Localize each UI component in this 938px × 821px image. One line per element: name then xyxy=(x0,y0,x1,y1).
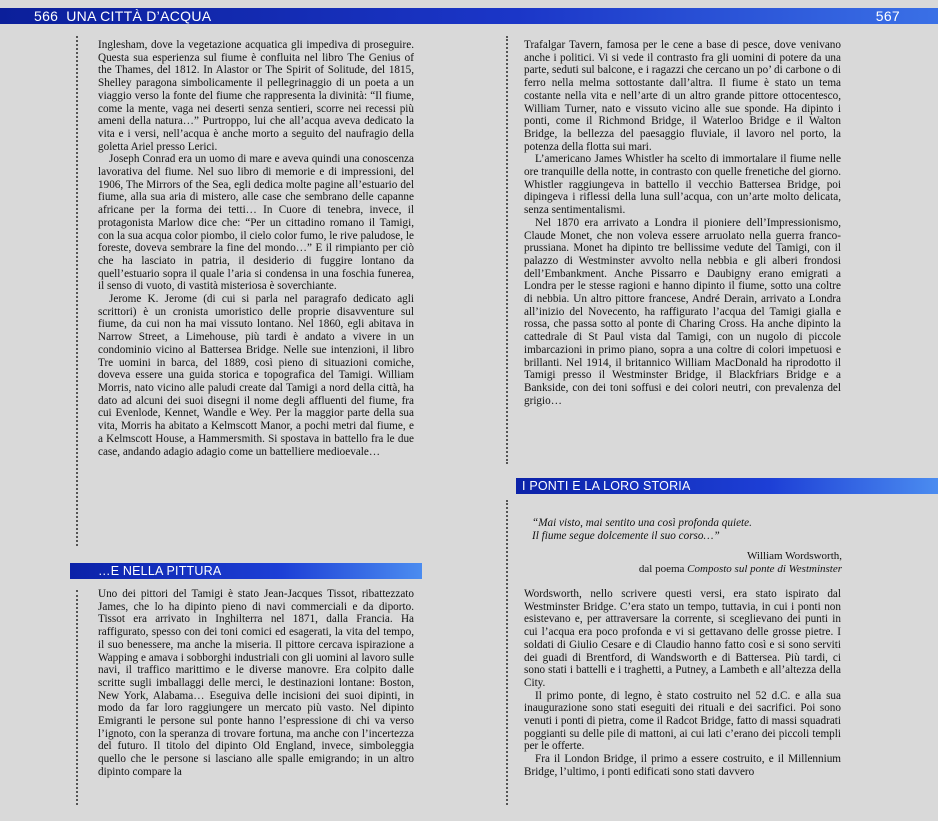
paragraph: Nel 1870 era arrivato a Londra il pioniere dell’Impressionismo, Claude Monet, che non voleva essere arruolato nella guerra franco-prussiana. Monet ha dipinto tre bellissime vedute del Tamigi, con il palazzo di Westminster avvolto nella nebbia e gli alberi frondosi dell’Embankment. Anche Pissarro e Daubigny erano emigrati a Londra per le stesse ragioni e hanno dipinto il fiume, sotto una coltre di nebbia. Un altro pittore francese, André Derain, arrivato a Londra all’inizio del Novecento, ha raffigurato l’acqua del Tamigi gialla e rossa, che passa sotto al ponte di Charing Cross. Ha anche dipinto la cattedrale di St Paul vista dal Tamigi, con un nugolo di piccole imbarcazioni in primo piano, sopra a una coltre di colori impetuosi e brillanti. Nel 1914, il britannico William MacDonald ha riprodotto il Tamigi presso il Westminster Bridge, il Blackfriars Bridge e a Bankside, con dei toni soffusi e dei colori neutri, con prevalenza del grigio… xyxy=(524,216,841,407)
left-margin-rule-top xyxy=(76,36,78,546)
chapter-title: UNA CITTÀ D’ACQUA xyxy=(66,8,212,24)
section-heading-bridges xyxy=(516,478,938,494)
paragraph: Uno dei pittori del Tamigi è stato Jean-Jacques Tissot, ribattezzato James, che lo ha dipinto pieno di navi commerciali e da diporto. Tissot era arrivato in Inghilterra nel 1871, dalla Francia. Ha raffigurato, spesso con dei toni comici ed esagerati, la vita del tempo, il suo benessere, ma anche la miseria. Il pittore cercava ispirazione a Wapping e amava i sobborghi industriali con gli uomini al lavoro sulle navi, il traffico marittimo e le diverse manovre. Era colpito dalle scritte sugli imballaggi delle merci, le destinazioni lontane: Boston, New York, Alabama… Eseguiva delle incisioni dei suoi dipinti, in modo da far loro raggiungere un mercato più vasto. Nel dipinto Emigranti le persone sul ponte hanno l’espressione di chi va verso l’ignoto, con la speranza di trovare fortuna, ma anche con l’incertezza del futuro. Il titolo del dipinto Old England, invece, simboleggia quello che le persone si lasciano alle spalle emigrando; in un altro dipinto compare la xyxy=(98,588,414,778)
paragraph: Trafalgar Tavern, famosa per le cene a base di pesce, dove venivano anche i politici. Vi si vede il contrasto fra gli uomini di potere da una parte, seduti sul balcone, e i ragazzi che cercano un po’ di carbone o di ferro nella melma sottostante dall’altra. Il fiume è stato un tema costante nella vita e nell’arte di un altro grande pittore ottocentesco, William Turner, nato e vissuto vicino alle sue sponde. Ha dipinto i ponti, come il Richmond Bridge, il Waterloo Bridge e il Walton Bridge, la bellezza del paesaggio fluviale, il lavoro nel porto, la potenza della flotta sui mari. xyxy=(524,39,841,153)
right-column-top xyxy=(524,39,841,407)
gutter-rule-bottom xyxy=(506,500,508,805)
section-heading-painting xyxy=(70,563,422,579)
paragraph: Inglesham, dove la vegetazione acquatica gli impediva di proseguire. Questa sua esperienza sul fiume è confluita nel libro The Genius of the Thames, del 1812. In Alastor or The Spirit of Solitude, del 1815, Shelley paragona simbolicamente il pellegrinaggio di un poeta a un viaggio verso la fonte del fiume che rappresenta la divinità: “Il fiume, come la mente, vaga nei deserti senza sentieri, scorre nei recessi più ameni della natura…” Purtroppo, lui che all’acqua aveva dedicato la vita e i versi, nell’acqua è anche morto a seguito del naufragio della goletta Ariel presso Lerici. xyxy=(98,39,414,153)
gutter-rule-top xyxy=(506,36,508,464)
paragraph: L’americano James Whistler ha scelto di immortalare il fiume nelle ore tranquille della notte, in contrasto con quelle frenetiche del giorno. Whistler raggiungeva in battello il vecchio Battersea Bridge, poi dipingeva i riflessi della luna sull’acqua, con un’arte molto delicata, senza sentimentalismi. xyxy=(524,153,841,217)
author-name: William Wordsworth, xyxy=(746,550,842,562)
left-margin-rule-bottom xyxy=(76,590,78,805)
left-page-number: 566 xyxy=(34,8,59,24)
paragraph: Joseph Conrad era un uomo di mare e aveva quindi una conoscenza lavorativa del fiume. Nel suo libro di memorie e di impressioni, del 1906, The Mirrors of the Sea, egli dedica molte pagine all’estuario del fiume, alla sua aria di mistero, alle case che sembrano delle capanne africane per la forma dei tetti… In Cuore di tenebra, invece, il protagonista Marlow dice che: “Per un cittadino romano il Tamigi, con la sua acqua color piombo, il cielo color fumo, le rive paludose, le foreste, doveva sembrare la fine del mondo…” E il rimpianto per ciò che ha lasciato in patria, il desiderio di fuggire lontano da quell’estuario sopra il quale l’aria si condensa in una foschia funerea, il senso di vuoto, di vastità misteriosa è soverchiante. xyxy=(98,153,414,293)
quote-line: “Mai visto, mai sentito una così profonda quiete. xyxy=(532,517,752,529)
running-header xyxy=(0,8,938,24)
right-page-number: 567 xyxy=(875,8,900,24)
section-heading-text: I PONTI E LA LORO STORIA xyxy=(522,479,691,493)
source-prefix: dal poema xyxy=(638,563,688,575)
epigraph-quote xyxy=(532,517,842,542)
quote-source xyxy=(560,563,842,576)
paragraph: Wordsworth, nello scrivere questi versi, era stato ispirato dal Westminster Bridge. C’era stato un tempo, tuttavia, in cui i ponti non esistevano e, per attraversare la corrente, si sceglievano dei punti in cui l’acqua era poco profonda e vi si gettavano delle grosse pietre. I soldati di Giulio Cesare e di Claudio hanno fatto così e si sono serviti dei guadi di Brentford, di Wandsworth e di Battersea. Più tardi, ci sono stati i battelli e i traghetti, a Putney, a Lambeth e all’altezza della City. xyxy=(524,588,841,689)
quote-author xyxy=(560,550,842,563)
quote-line: Il fiume segue dolcemente il suo corso…” xyxy=(532,529,720,542)
paragraph: Jerome K. Jerome (di cui si parla nel paragrafo dedicato agli scrittori) è un cronista umoristico delle proprie disavventure sul fiume, da cui non ha mai vissuto lontano. Nel 1860, egli abitava in Narrow Street, a Limehouse, più tardi è andato a vivere in un condominio vicino al Battersea Bridge. Nelle sue intenzioni, il libro Tre uomini in barca, del 1889, così pieno di situazioni comiche, doveva essere una guida storica e topografica del Tamigi. William Morris, nato vicino alle paludi create dal Tamigi a nord della città, ha dato ad alcuni dei suoi disegni il nome degli affluenti del fiume, fra cui Evenlode, Kennet, Wandle e Wey. Per la maggior parte della sua vita, Morris ha abitato a Kelmscott Manor, a pochi metri dal fiume, e a Kelmscott House, a Hammersmith. Si spostava in battello fra le due case, andando adagio adagio come un battelliere medioevale… xyxy=(98,293,414,458)
source-title: Composto sul ponte di Westminster xyxy=(687,563,842,575)
left-column-bottom xyxy=(98,588,414,779)
paragraph: Il primo ponte, di legno, è stato costruito nel 52 d.C. e alla sua inaugurazione sono stati eseguiti dei rituali e dei sacrifici. Poi sono venuti i ponti di pietra, come il Radcot Bridge, fatto di massi squadrati poggianti su delle pile di mattoni, ai cui lati c’erano dei piccoli templi per le offerte. xyxy=(524,689,841,753)
right-column-bottom xyxy=(524,588,841,779)
section-heading-text: …E NELLA PITTURA xyxy=(98,564,222,578)
paragraph: Fra il London Bridge, il primo a essere costruito, e il Millennium Bridge, l’ultimo, i ponti edificati sono stati davvero xyxy=(524,753,841,778)
header-left xyxy=(34,8,211,24)
left-column-top xyxy=(98,39,414,458)
